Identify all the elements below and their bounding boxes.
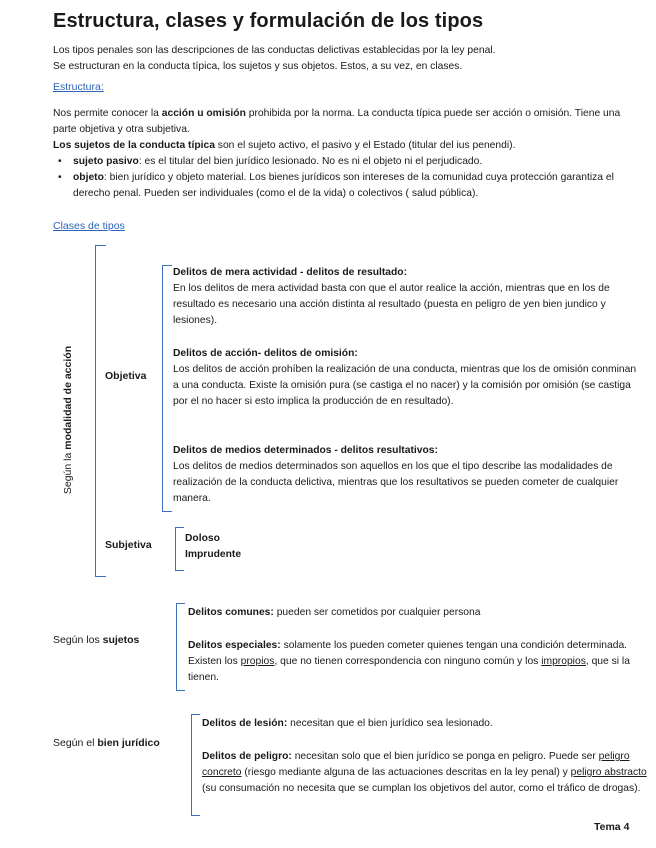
list-item: • objeto: bien jurídico y objeto material. Los bienes jurídicos son intereses de la comunidad cuya protección garantiza el derecho penal. Pueden ser individuales (como el de la vida) o colectivos ( salud pública). xyxy=(53,170,645,202)
estructura-link[interactable]: Estructura: xyxy=(53,81,104,93)
modalidad-bracket xyxy=(95,245,106,577)
delitos-lesion: Delitos de lesión: necesitan que el bien jurídico sea lesionado. xyxy=(202,718,493,729)
subjetiva-bracket xyxy=(175,527,184,571)
objetiva-block-3: Delitos de medios determinados - delitos resultativos: Los delitos de medios determinados son aquellos en los que el tipo describe las modalidades de realización de la conducta delictiva, mientras que los resultativos se pueden cometer de cualquier manera. xyxy=(173,445,619,504)
delitos-especiales: Delitos especiales: solamente los pueden cometer quienes tengan una condición determinada. Existen los propios, que no tienen correspondencia con ninguno común y los impropios, que si la tienen. xyxy=(188,640,630,683)
objetiva-block-1: Delitos de mera actividad - delitos de resultado: En los delitos de mera actividad basta con que el autor realice la acción, mientras que en los de resultado es necesario una acción distinta al resultado (puesta en peligro de yen bien jundico y lesiones). xyxy=(173,267,610,326)
intro xyxy=(53,43,643,75)
delitos-comunes: Delitos comunes: pueden ser cometidos por cualquier persona xyxy=(188,607,481,618)
list-item: • sujeto pasivo: es el titular del bien jurídico lesionado. No es ni el objeto ni el perjudicado. xyxy=(53,154,645,170)
sujetos-label: Según los sujetos xyxy=(53,634,140,646)
delitos-peligro: Delitos de peligro: necesitan solo que el bien jurídico se ponga en peligro. Puede ser peligro concreto (riesgo mediante alguna de las actuaciones descritas en la ley penal) y peligro abstracto (su consumación no necesita que se cumplan los objetivos del autor, como el tráfico de drogas). xyxy=(202,751,647,794)
page-title: Estructura, clases y formulación de los tipos xyxy=(53,10,484,32)
page-footer-label: Tema 4 xyxy=(594,821,630,833)
modalidad-label: Según la modalidad de acción xyxy=(62,345,74,495)
sujetos-list xyxy=(53,154,645,202)
estructura-p2: Los sujetos de la conducta típica son el sujeto activo, el pasivo y el Estado (titular del ius penendi). xyxy=(53,140,516,151)
list-item: Doloso xyxy=(185,533,220,544)
intro-line-2: Se estructuran en la conducta típica, los sujetos y sus objetos. Estos, a su vez, en clases. xyxy=(53,61,463,72)
list-item: Imprudente xyxy=(185,549,242,560)
sujetos-bracket xyxy=(176,603,185,691)
estructura-p1: Nos permite conocer la acción u omisión prohibida por la norma. La conducta típica puede ser acción o omisión. Tiene una parte objetiva y otra subjetiva. xyxy=(53,108,621,135)
objetiva-label: Objetiva xyxy=(105,370,147,382)
bien-juridico-label: Según el bien jurídico xyxy=(53,737,160,749)
intro-line-1: Los tipos penales son las descripciones de las conductas delictivas establecidas por la ley penal. xyxy=(53,45,496,56)
clases-link[interactable]: Clases de tipos xyxy=(53,220,125,232)
estructura-section xyxy=(53,106,645,202)
objetiva-block-2: Delitos de acción- delitos de omisión: Los delitos de acción prohíben la realización de una conducta, mientras que los de omisión conminan a una conducta. Existe la omisión pura (se castiga el no nacer) y la comisión por omisión (se castiga por el no hacer si esto implica la producción de en resultado). xyxy=(173,348,637,407)
subjetiva-items xyxy=(185,531,241,563)
bien-juridico-bracket xyxy=(191,714,200,816)
objetiva-bracket xyxy=(162,265,172,512)
subjetiva-label: Subjetiva xyxy=(105,539,152,551)
